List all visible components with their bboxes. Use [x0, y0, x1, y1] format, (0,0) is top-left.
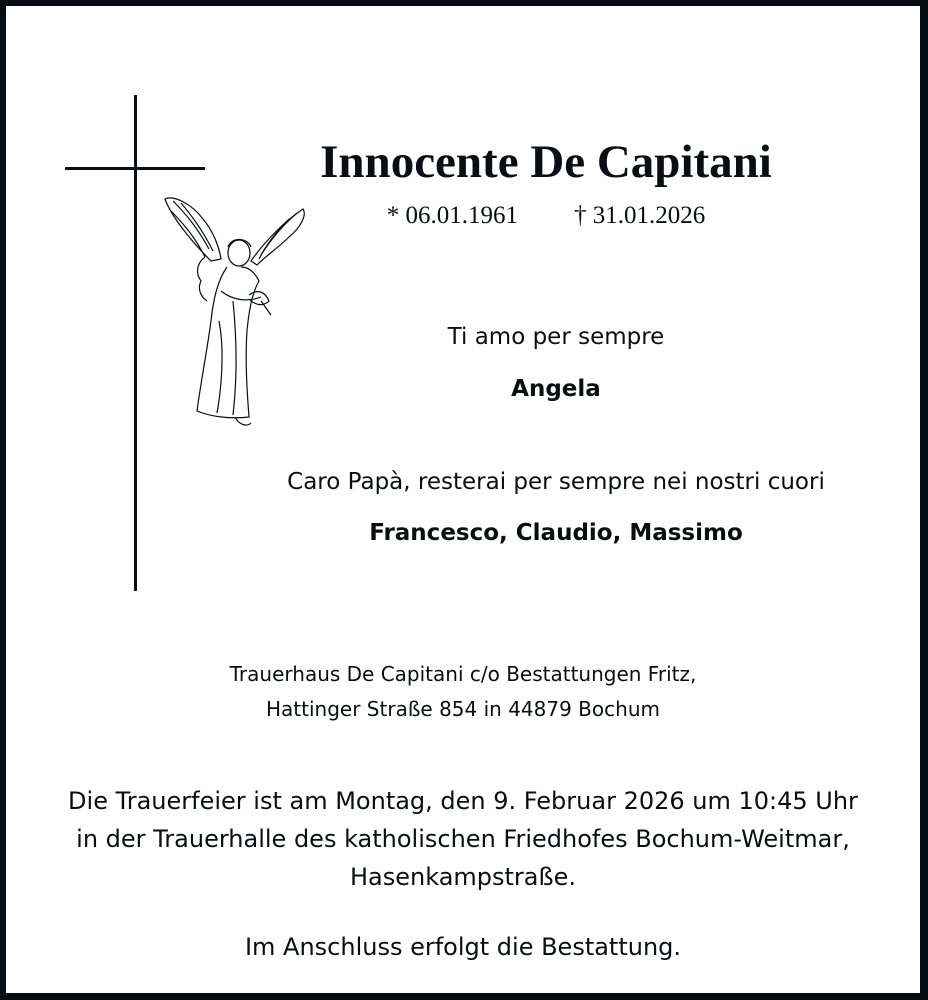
address-line: Hattinger Straße 854 in 44879 Bochum: [266, 697, 660, 721]
cross-icon-bar: [65, 167, 205, 170]
life-dates: [256, 200, 836, 232]
ceremony-line: in der Trauerhalle des katholischen Friedhofes Bochum-Weitmar,: [76, 825, 850, 853]
message-text: Caro Papà, resterai per sempre nei nostri cuori: [287, 469, 825, 495]
birth-date: * 06.01.1961: [386, 202, 518, 229]
message-text: Ti amo per sempre: [447, 324, 665, 350]
obituary-card: [6, 6, 920, 993]
death-date: † 31.01.2026: [574, 202, 706, 229]
message-signature: Francesco, Claudio, Massimo: [369, 520, 743, 546]
ceremony-info: [26, 782, 900, 896]
address-line: Trauerhaus De Capitani c/o Bestattungen Fritz,: [229, 662, 697, 686]
ceremony-line: Die Trauerfeier ist am Montag, den 9. Februar 2026 um 10:45 Uhr: [68, 787, 858, 815]
ceremony-line: Hasenkampstraße.: [349, 863, 577, 891]
message-signature: Angela: [511, 376, 601, 402]
mourning-address: [46, 657, 880, 727]
burial-note: Im Anschluss erfolgt die Bestattung.: [244, 933, 682, 961]
deceased-name: Innocente De Capitani: [320, 136, 772, 188]
